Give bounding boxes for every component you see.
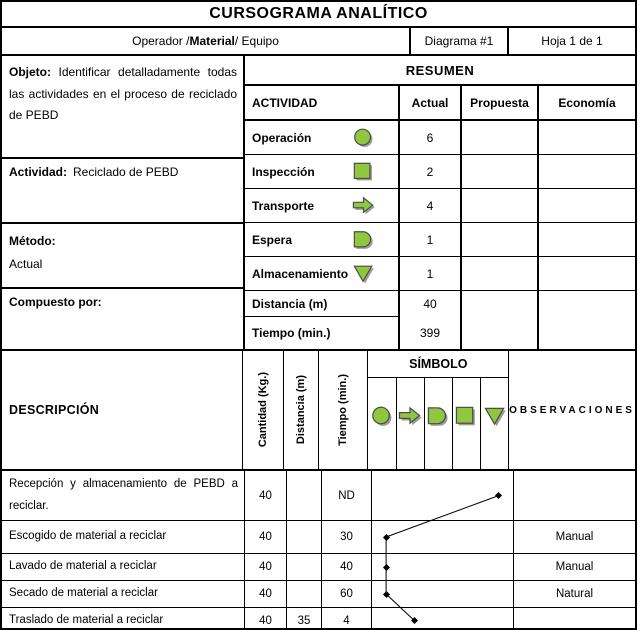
flow-dot [383, 563, 390, 570]
symbol-slot [485, 471, 513, 520]
symbol-slot [457, 581, 485, 607]
actual-value: 1 [400, 257, 462, 290]
operator-type-line [2, 28, 409, 54]
distancia-header-label: Distancia (m) [295, 375, 308, 445]
symbol-slot [400, 554, 428, 580]
descripcion-cell [2, 554, 245, 580]
resumen-header-row [245, 86, 635, 121]
objeto-box [2, 56, 243, 159]
descripcion-text: Secado de material a reciclar [9, 587, 158, 600]
observaciones-cell: Manual [555, 531, 594, 543]
actividad-text: Reciclado de PEBD [73, 165, 179, 179]
economia-value [539, 155, 635, 188]
resumen-panel [245, 56, 635, 349]
observaciones-cell: Natural [555, 588, 594, 600]
actual-value: 2 [400, 155, 462, 188]
table-row [2, 471, 635, 521]
distancia-label: Distancia (m) [245, 291, 400, 317]
simbolo-header-group [368, 351, 509, 469]
flow-dot [411, 617, 418, 624]
distancia-cell: 35 [287, 608, 322, 630]
descripcion-header: DESCRIPCIÓN [2, 351, 243, 469]
propuesta-value [462, 121, 539, 154]
distancia-cell [287, 471, 322, 520]
actual-value: 4 [400, 189, 462, 222]
distancia-cell [287, 521, 322, 553]
resumen-row-almacenamiento [245, 257, 635, 291]
diagrama-number: Diagrama #1 [409, 28, 507, 54]
resumen-row-inspeccion [245, 155, 635, 189]
storage-triangle-icon [482, 405, 508, 428]
symbol-slot [485, 554, 513, 580]
activity-cell [245, 121, 400, 154]
distancia-economia [539, 291, 635, 317]
table-row [2, 521, 635, 554]
info-and-resumen-section [2, 56, 635, 351]
actual-value: 6 [400, 121, 462, 154]
descripcion-text: Lavado de material a reciclar [9, 560, 157, 573]
simbolo-cell [397, 378, 425, 469]
propuesta-value [462, 155, 539, 188]
activity-cell [245, 155, 400, 188]
cantidad-cell: 40 [245, 581, 287, 607]
cantidad-cell: 40 [245, 521, 287, 553]
tiempo-header [319, 351, 369, 469]
symbol-slot [457, 554, 485, 580]
delay-d-icon [425, 405, 451, 428]
resumen-row-distancia [245, 291, 635, 317]
operator-option: Operador / [132, 34, 190, 48]
transport-arrow-icon [351, 195, 376, 217]
symbol-slot [372, 554, 400, 580]
delay-d-icon [351, 229, 376, 251]
economia-value [539, 257, 635, 290]
tiempo-cell: 40 [322, 554, 372, 580]
symbol-strip [372, 471, 514, 520]
symbol-slot [400, 471, 428, 520]
symbol-strip [372, 581, 514, 607]
equipo-option: / Equipo [234, 34, 279, 48]
resumen-row-transporte [245, 189, 635, 223]
symbol-slot [428, 554, 456, 580]
descripcion-text: Escogido de material a reciclar [9, 530, 167, 543]
objeto-text: Identificar detalladamente todas las actividades en el proceso de reciclado de PEBD [9, 65, 237, 123]
distancia-header [284, 351, 319, 469]
table-header [2, 351, 635, 471]
tiempo-cell: 60 [322, 581, 372, 607]
observaciones-cell [514, 471, 635, 520]
objeto-label: Objeto: [9, 65, 51, 79]
simbolo-cell [425, 378, 453, 469]
operation-circle-icon [351, 127, 376, 149]
distancia-cell [287, 554, 322, 580]
tiempo-actual: 399 [400, 317, 462, 349]
col-actividad: ACTIVIDAD [245, 86, 400, 119]
tiempo-propuesta [462, 317, 539, 349]
observaciones-cell [514, 608, 635, 630]
cantidad-header [243, 351, 285, 469]
economia-value [539, 189, 635, 222]
cantidad-cell: 40 [245, 554, 287, 580]
cantidad-cell: 40 [245, 471, 287, 520]
descripcion-cell [2, 521, 245, 553]
table-body [2, 471, 635, 630]
flow-dot [383, 590, 390, 597]
symbol-slot [485, 608, 513, 630]
tiempo-label: Tiempo (min.) [245, 317, 400, 349]
symbol-slot [428, 608, 456, 630]
symbol-slot [400, 581, 428, 607]
symbol-slot [428, 471, 456, 520]
storage-triangle-icon [351, 263, 376, 285]
col-propuesta: Propuesta [462, 86, 539, 119]
compuesto-label: Compuesto por: [9, 295, 102, 309]
propuesta-value [462, 223, 539, 256]
distancia-cell [287, 581, 322, 607]
activity-label: Almacenamiento [252, 266, 349, 281]
simbolo-cell [453, 378, 481, 469]
compuesto-box [2, 289, 243, 349]
actividad-box [2, 159, 243, 224]
descripcion-cell [2, 608, 245, 630]
tiempo-economia [539, 317, 635, 349]
resumen-row-tiempo [245, 317, 635, 349]
activity-cell [245, 189, 400, 222]
resumen-title: RESUMEN [245, 56, 635, 86]
flow-dot [383, 533, 390, 540]
info-column [2, 56, 245, 349]
simbolo-header: SÍMBOLO [368, 351, 508, 378]
metodo-label: Método: [9, 234, 56, 248]
tiempo-cell: 4 [322, 608, 372, 630]
symbol-strip [372, 608, 514, 630]
symbol-strip [372, 554, 514, 580]
descripcion-cell [2, 581, 245, 607]
table-row [2, 608, 635, 630]
flow-dot [495, 492, 502, 499]
material-option-selected: Material [189, 34, 235, 48]
symbol-strip [372, 521, 514, 553]
symbol-slot [428, 581, 456, 607]
symbol-slot [457, 608, 485, 630]
col-actual: Actual [400, 86, 462, 119]
distancia-actual: 40 [400, 291, 462, 317]
simbolo-icon-row [368, 378, 508, 469]
metodo-box [2, 224, 243, 289]
simbolo-cell [481, 378, 508, 469]
inspection-square-icon [351, 161, 376, 183]
symbol-slot [457, 521, 485, 553]
tiempo-header-label: Tiempo (min.) [337, 374, 350, 446]
inspection-square-icon [453, 405, 479, 428]
activity-label: Espera [252, 232, 293, 247]
distancia-propuesta [462, 291, 539, 317]
metodo-text: Actual [9, 256, 43, 271]
table-row [2, 554, 635, 581]
observaciones-header: OBSERVACIONES [509, 404, 635, 416]
actual-value: 1 [400, 223, 462, 256]
propuesta-value [462, 257, 539, 290]
symbol-slot [428, 521, 456, 553]
propuesta-value [462, 189, 539, 222]
table-row [2, 581, 635, 608]
page-title: CURSOGRAMA ANALÍTICO [2, 2, 635, 28]
activity-cell [245, 257, 400, 290]
resumen-row-espera [245, 223, 635, 257]
activity-label: Operación [252, 130, 312, 145]
form-subheader [2, 28, 635, 56]
activity-label: Inspección [252, 164, 315, 179]
activity-label: Transporte [252, 198, 315, 213]
descripcion-text: Recepción y almacenamiento de PEBD a reciclar. [9, 477, 238, 512]
actividad-label: Actividad: [9, 165, 68, 179]
col-economia: Economía [558, 95, 616, 110]
hoja-number: Hoja 1 de 1 [507, 28, 635, 54]
operation-circle-icon [369, 405, 395, 428]
cantidad-header-label: Cantidad (Kg.) [257, 372, 269, 448]
economia-value [539, 121, 635, 154]
cantidad-cell: 40 [245, 608, 287, 630]
symbol-slot [400, 608, 428, 630]
descripcion-text: Traslado de material a reciclar [9, 613, 164, 626]
tiempo-cell: ND [322, 471, 372, 520]
tiempo-cell: 30 [322, 521, 372, 553]
transport-arrow-icon [397, 405, 423, 428]
symbol-slot [372, 471, 400, 520]
symbol-slot [400, 521, 428, 553]
symbol-slot [372, 581, 400, 607]
symbol-slot [372, 521, 400, 553]
symbol-slot [457, 471, 485, 520]
descripcion-cell [2, 471, 245, 520]
observaciones-cell: Manual [555, 561, 594, 573]
economia-value [539, 223, 635, 256]
simbolo-cell [368, 378, 396, 469]
symbol-slot [485, 581, 513, 607]
symbol-slot [372, 608, 400, 630]
resumen-row-operacion [245, 121, 635, 155]
activity-cell [245, 223, 400, 256]
symbol-slot [485, 521, 513, 553]
